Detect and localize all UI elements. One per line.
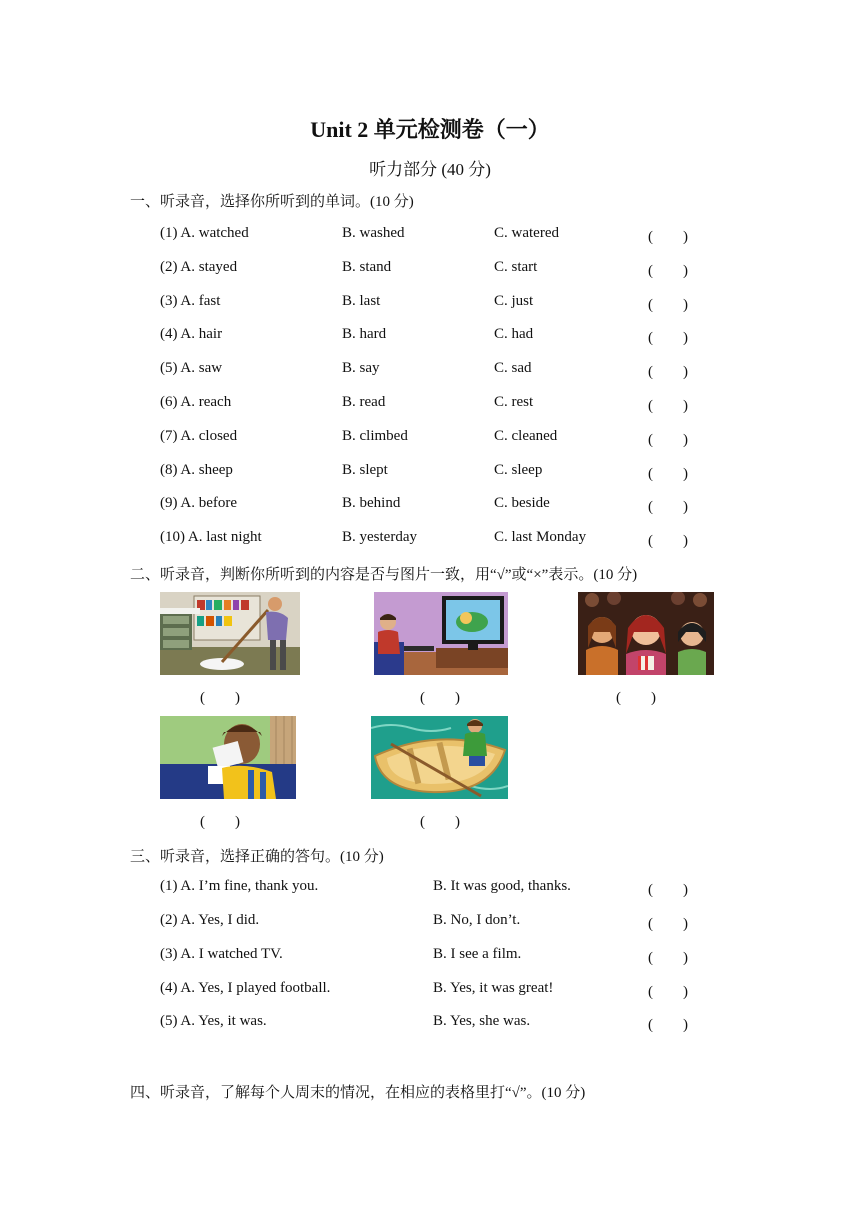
option-b: B. It was good, thanks. <box>433 878 571 894</box>
option-c: C. last Monday <box>494 529 587 545</box>
answer-parentheses[interactable]: ( ) <box>648 533 688 549</box>
option-b: B. I see a film. <box>433 946 522 962</box>
answer-parentheses[interactable]: ( ) <box>616 690 656 706</box>
picture-mopping-floor <box>160 592 300 675</box>
answer-parentheses[interactable]: ( ) <box>648 432 688 448</box>
answer-parentheses[interactable]: ( ) <box>648 229 688 245</box>
option-c: C. beside <box>494 495 550 511</box>
option-b: B. hard <box>342 326 387 342</box>
option-a: (2) A. Yes, I did. <box>160 912 260 928</box>
option-b: B. No, I don’t. <box>433 912 521 928</box>
page-subtitle: 听力部分 (40 分) <box>369 160 491 179</box>
section-4-heading: 四、听录音，了解每个人周末的情况，在相应的表格里打“√”。(10 分) <box>130 1085 586 1101</box>
answer-parentheses[interactable]: ( ) <box>648 1017 688 1033</box>
question-row <box>160 529 700 551</box>
page-title: Unit 2 单元检测卷（一） <box>310 117 550 142</box>
question-row <box>160 462 700 484</box>
question-row <box>160 1013 700 1035</box>
question-row <box>160 360 700 382</box>
question-row <box>160 394 700 416</box>
option-b: B. climbed <box>342 428 408 444</box>
option-c: C. watered <box>494 225 559 241</box>
answer-parentheses[interactable]: ( ) <box>648 364 688 380</box>
option-a: (7) A. closed <box>160 428 238 444</box>
answer-parentheses[interactable]: ( ) <box>648 330 688 346</box>
section-1-heading: 一、听录音，选择你所听到的单词。(10 分) <box>130 194 414 210</box>
question-row <box>160 495 700 517</box>
option-c: C. start <box>494 259 538 275</box>
question-row <box>160 259 700 281</box>
answer-parentheses[interactable]: ( ) <box>648 984 688 1000</box>
option-a: (3) A. I watched TV. <box>160 946 283 962</box>
answer-parentheses[interactable]: ( ) <box>200 690 240 706</box>
option-a: (2) A. stayed <box>160 259 238 275</box>
question-row <box>160 428 700 450</box>
option-a: (4) A. hair <box>160 326 223 342</box>
option-a: (1) A. watched <box>160 225 249 241</box>
option-c: C. cleaned <box>494 428 558 444</box>
option-b: B. behind <box>342 495 401 511</box>
answer-parentheses[interactable]: ( ) <box>420 690 460 706</box>
option-c: C. rest <box>494 394 534 410</box>
picture-cinema-audience <box>578 592 714 675</box>
answer-parentheses[interactable]: ( ) <box>648 263 688 279</box>
answer-parentheses[interactable]: ( ) <box>648 466 688 482</box>
question-row <box>160 225 700 247</box>
question-row <box>160 980 700 1002</box>
option-b: B. last <box>342 293 381 309</box>
answer-parentheses[interactable]: ( ) <box>648 398 688 414</box>
answer-parentheses[interactable]: ( ) <box>648 297 688 313</box>
question-row <box>160 946 700 968</box>
option-a: (10) A. last night <box>160 529 262 545</box>
option-b: B. Yes, she was. <box>433 1013 531 1029</box>
question-row <box>160 878 700 900</box>
option-c: C. just <box>494 293 534 309</box>
option-a: (9) A. before <box>160 495 238 511</box>
option-a: (8) A. sheep <box>160 462 233 478</box>
option-b: B. yesterday <box>342 529 417 545</box>
question-row <box>160 912 700 934</box>
answer-parentheses[interactable]: ( ) <box>648 916 688 932</box>
option-c: C. sad <box>494 360 532 376</box>
question-row <box>160 293 700 315</box>
option-b: B. read <box>342 394 386 410</box>
picture-boy-sneezing <box>160 716 296 799</box>
answer-parentheses[interactable]: ( ) <box>648 950 688 966</box>
option-c: C. sleep <box>494 462 543 478</box>
section-3-heading: 三、听录音，选择正确的答句。(10 分) <box>130 849 384 865</box>
option-b: B. washed <box>342 225 405 241</box>
question-row <box>160 326 700 348</box>
option-a: (5) A. saw <box>160 360 223 376</box>
picture-rowing-boat <box>371 716 508 799</box>
option-b: B. Yes, it was great! <box>433 980 554 996</box>
section-2-heading: 二、听录音，判断你所听到的内容是否与图片一致，用“√”或“×”表示。(10 分) <box>130 567 638 583</box>
option-b: B. slept <box>342 462 388 478</box>
answer-parentheses[interactable]: ( ) <box>420 814 460 830</box>
option-c: C. had <box>494 326 534 342</box>
option-b: B. stand <box>342 259 392 275</box>
option-b: B. say <box>342 360 380 376</box>
option-a: (4) A. Yes, I played football. <box>160 980 331 996</box>
option-a: (5) A. Yes, it was. <box>160 1013 267 1029</box>
answer-parentheses[interactable]: ( ) <box>648 882 688 898</box>
answer-parentheses[interactable]: ( ) <box>200 814 240 830</box>
option-a: (6) A. reach <box>160 394 232 410</box>
option-a: (1) A. I’m fine, thank you. <box>160 878 319 894</box>
answer-parentheses[interactable]: ( ) <box>648 499 688 515</box>
picture-watching-tv <box>374 592 508 675</box>
option-a: (3) A. fast <box>160 293 221 309</box>
